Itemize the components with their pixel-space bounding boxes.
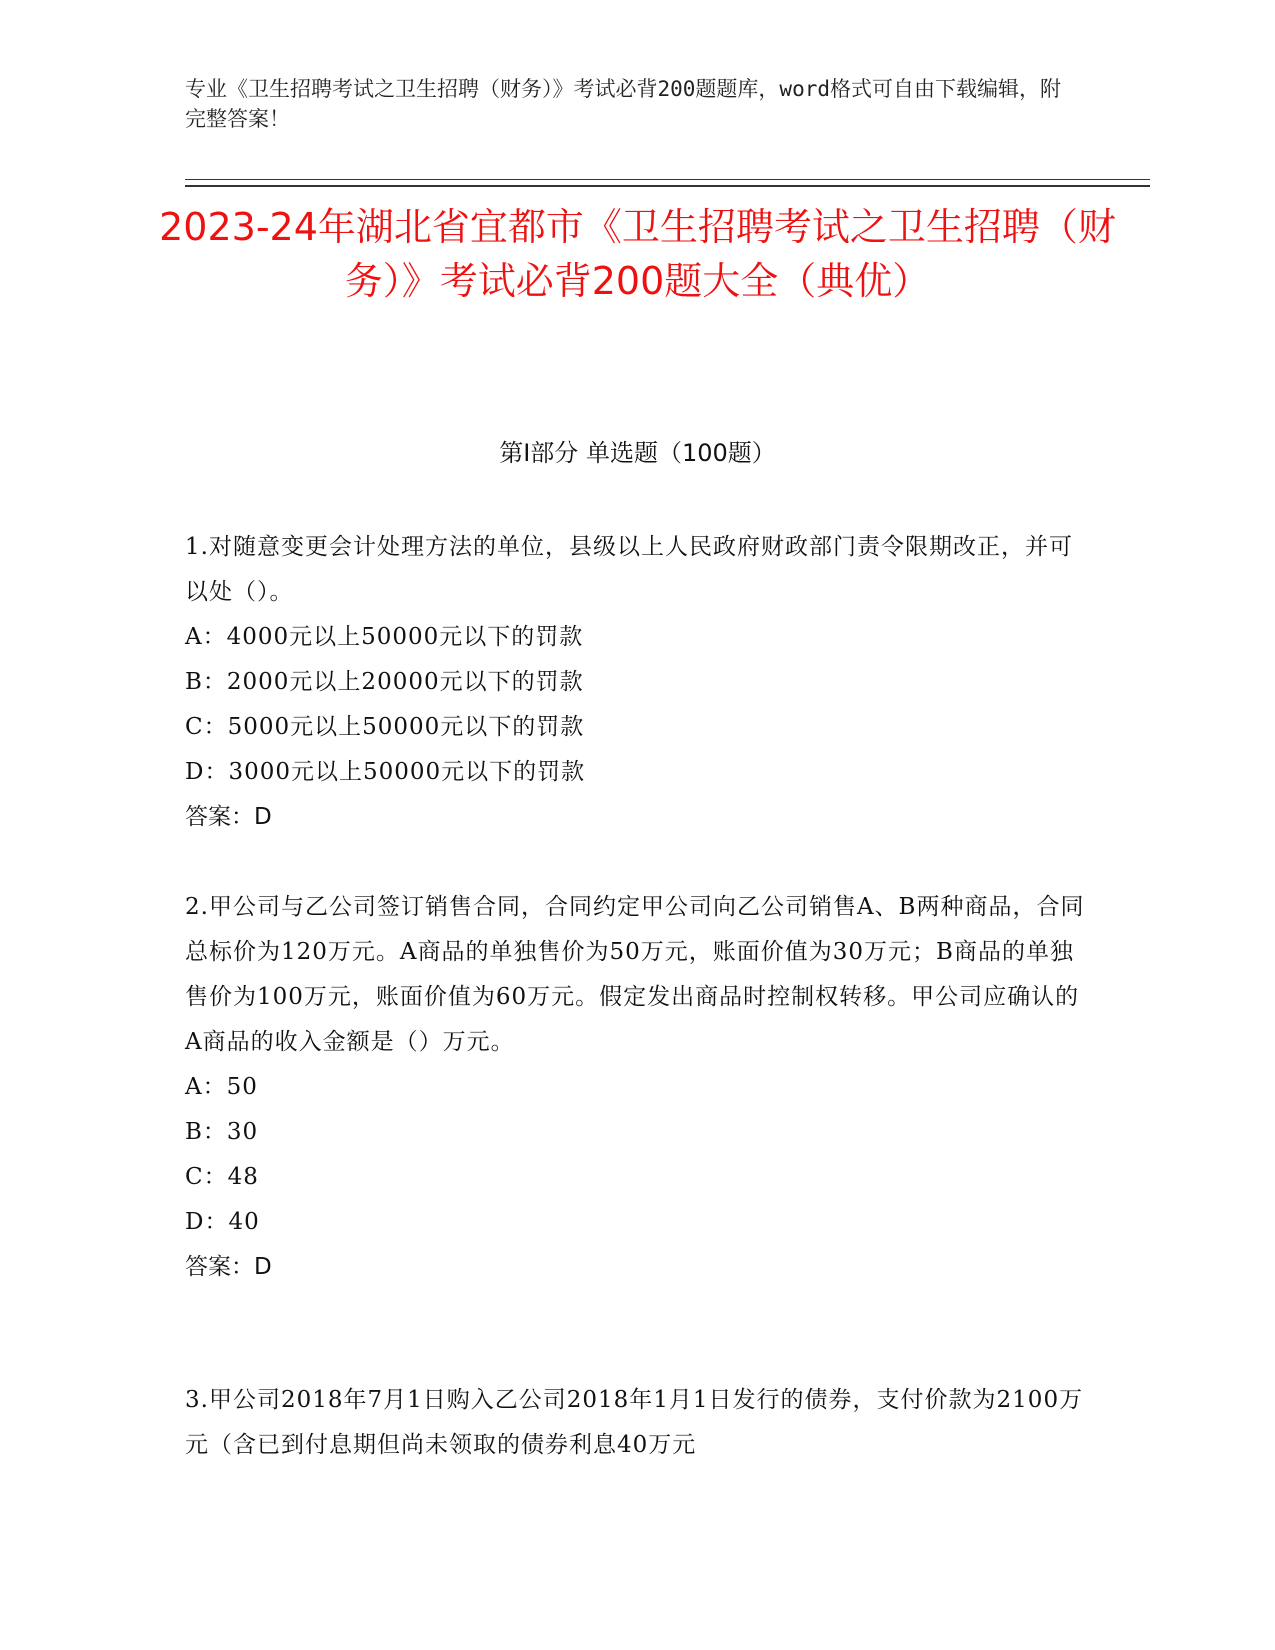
document-title: 2023-24年湖北省宜都市《卫生招聘考试之卫生招聘（财务）》考试必背200题大全（典优） [159, 205, 1116, 303]
option-a: A：50 [185, 1074, 258, 1100]
option-d: D：3000元以上50000元以下的罚款 [185, 759, 586, 785]
question-stem: 2.甲公司与乙公司签订销售合同，合同约定甲公司向乙公司销售A、B两种商品，合同总标价为120万元。A商品的单独售价为50万元，账面价值为30万元；B商品的单独售价为100万元，账面价值为60万元。假定发出商品时控制权转移。甲公司应确认的A商品的收入金额是（）万元。 [185, 894, 1085, 1055]
header-divider-top [185, 179, 1150, 180]
option-c: C：48 [185, 1164, 259, 1190]
option-c: C：5000元以上50000元以下的罚款 [185, 714, 585, 740]
option-b: B：2000元以上20000元以下的罚款 [185, 669, 584, 695]
answer: 答案：D [185, 804, 272, 830]
question-3 [185, 1378, 1090, 1468]
question-1 [185, 525, 1090, 840]
option-d: D：40 [185, 1209, 260, 1235]
question-2 [185, 885, 1090, 1290]
question-stem: 3.甲公司2018年7月1日购入乙公司2018年1月1日发行的债券，支付价款为2100万元（含已到付息期但尚未领取的债券利息40万元 [185, 1387, 1084, 1458]
header-divider-bottom [185, 185, 1150, 187]
section-title: 第I部分 单选题（100题） [499, 439, 776, 467]
option-a: A：4000元以上50000元以下的罚款 [185, 624, 584, 650]
answer: 答案：D [185, 1254, 272, 1280]
option-b: B：30 [185, 1119, 259, 1145]
question-stem: 1.对随意变更会计处理方法的单位，县级以上人民政府财政部门责令限期改正，并可以处（）。 [185, 534, 1073, 605]
header-note: 专业《卫生招聘考试之卫生招聘（财务）》考试必背200题题库，word格式可自由下载编辑，附完整答案！ [185, 77, 1061, 131]
